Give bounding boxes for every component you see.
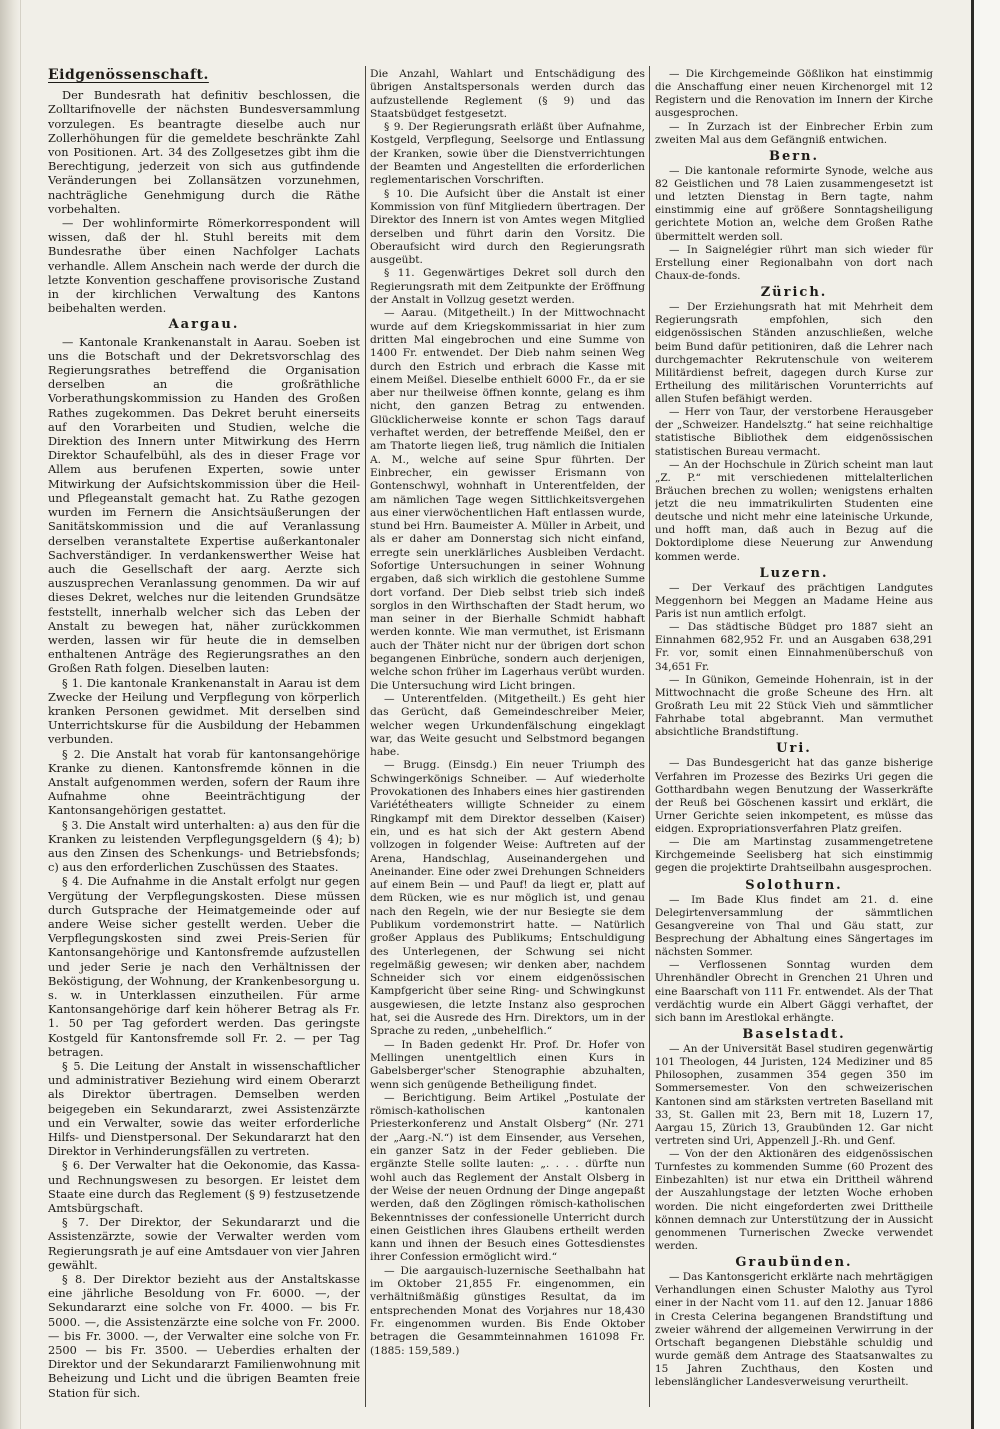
article-paragraph: § 8. Der Direktor bezieht aus der Anstaltskasse eine jährliche Besoldung von Fr. 6000. —, der Sekundararzt eine solche von Fr. 4000. — bis Fr. 5000. —, die Assistenzärzte eine solche von Fr. 2000. — bis Fr. 3000. —, der Verwalter eine solche von Fr. 2500 — bis Fr. 3500. — Ueberdies erhalten der Direktor und der Sekundararzt Familienwohnung mit Beheizung und Licht und die übrigen Beamten freie Station für sich. (48, 1272, 360, 1400)
section-title: Aargau. (168, 317, 240, 333)
section-title: Luzern. (759, 565, 829, 581)
article-paragraph: — Berichtigung. Beim Artikel „Postulate der römisch-katholischen kantonalen Priesterkonferenz und Anstalt Olsberg“ (Nr. 271 der „Aarg.-N.“) ist dem Einsender, aus Versehen, ein ganzer Satz in der Feder geblieben. Die ergänzte Stelle sollte lauten: „. . . . dürfte nun wohl auch das Reglement der Anstalt Olsberg in der Weise der neuen Ordnung der Dinge angepaßt werden, daß den Zöglingen römisch-katholischen Bekenntnisses der confessionelle Unterricht durch einen Geistlichen ihres Glaubens ertheilt werden kann und ihnen der Besuch eines Gottesdienstes ihrer Confession ermöglicht wird.“ (370, 1091, 645, 1264)
article-paragraph: § 10. Die Aufsicht über die Anstalt ist einer Kommission von fünf Mitgliedern übertragen. Der Direktor des Innern ist von Amtes wegen Mitglied derselben und führt darin den Vorsitz. Die Oberaufsicht wird durch den Regierungsrath ausgeübt. (370, 187, 645, 267)
column-rule (649, 66, 650, 1407)
article-paragraph: — In Zurzach ist der Einbrecher Erbin zum zweiten Mal aus dem Gefängniß entwichen. (655, 120, 933, 146)
article-paragraph: — Die Kirchgemeinde Gößlikon hat einstimmig die Anschaffung einer neuen Kirchenorgel mit 12 Registern und die Renovation im Innern der Kirche ausgesprochen. (655, 68, 933, 120)
article-paragraph: — Die am Martinstag zusammengetretene Kirchgemeinde Seelisberg hat sich einstimmig gegen die projektirte Drahtseilbahn ausgesprochen. (655, 836, 933, 875)
column-right (655, 68, 933, 1409)
section-title: Zürich. (760, 285, 828, 300)
article-paragraph: — Der Erziehungsrath hat mit Mehrheit dem Regierungsrath empfohlen, sich den eidgenössischen Ständen anzuschließen, welche beim Bund dafür petitioniren, daß die Lehrer nach durchgemachter Rekrutenschule von weiterem Militärdienst befreit, dagegen durch Kurse zur Ertheilung des militärischen Vorunterrichts auf allen Stufen befähigt werden. (655, 301, 933, 405)
article-paragraph: — Das Kantonsgericht erklärte nach mehrtägigen Verhandlungen einen Schuster Malothy aus Tyrol einer in der Nacht vom 11. auf den 12. Januar 1886 in Cresta Celerina begangenen Brandstiftung und zweier während der allgemeinen Verwirrung in der Ortschaft begangenen Diebstähle schuldig und wurde gemäß dem Antrage des Staatsanwaltes zu 15 Jahren Zuchthaus, den Kosten und lebenslänglicher Landesverweisung verurtheilt. (655, 1271, 933, 1389)
article-paragraph: — Das Bundesgericht hat das ganze bisherige Verfahren im Prozesse des Bezirks Uri gegen die Gotthardbahn wegen Benutzung der Wasserkräfte der Reuß bei Göschenen kassirt und erklärt, die Urner Gerichte seien inkompetent, es müsse das eidgen. Expropriationsverfahren Platz greifen. (655, 757, 933, 835)
section-title: Bern. (768, 148, 820, 164)
section-header: Eidgenössenschaft. (48, 68, 209, 83)
article-paragraph: — An der Universität Basel studiren gegenwärtig 101 Theologen, 44 Juristen, 124 Mediziner und 85 Philosophen, zusammen 354 gegen 350 im Sommersemester. Von den schweizerischen Kantonen sind am stärksten vertreten Baselland mit 33, St. Gallen mit 23, Bern mit 18, Luzern 17, Aargau 15, Zürich 13, Graubünden 12. Gar nicht vertreten sind Uri, Appenzell J.-Rh. und Genf. (655, 1043, 933, 1147)
article-paragraph: — Die aargauisch-luzernische Seethalbahn hat im Oktober 21,855 Fr. eingenommen, ein verhältnißmäßig günstiges Resultat, da im entsprechenden Monat des Vorjahres nur 18,430 Fr. eingenommen wurden. Bis Ende Oktober betragen die Gesammteinnahmen 161098 Fr. (1885: 159,589.) (370, 1264, 645, 1357)
column-middle (370, 68, 645, 1409)
page-binding (0, 0, 21, 1429)
article-paragraph: § 7. Der Direktor, der Sekundararzt und die Assistenzärzte, sowie der Verwalter werden vom Regierungsrath je auf eine Amtsdauer von vier Jahren gewählt. (48, 1215, 360, 1272)
article-paragraph: § 3. Die Anstalt wird unterhalten: a) aus den für die Kranken zu leistenden Verpflegungsgeldern (§ 4); b) aus den Zinsen des Schenkungs- und Betriebsfonds; c) aus den erforderlichen Zuschüssen des Staates. (48, 817, 360, 875)
article-paragraph: — Herr von Taur, der verstorbene Herausgeber der „Schweizer. Handelsztg.“ hat seine reichhaltige statistische Bibliothek dem eidgenössischen statistischen Bureau vermacht. (655, 406, 933, 458)
article-paragraph: — Von der den Aktionären des eidgenössischen Turnfestes zu kommenden Summe (60 Prozent des Einbezahlten) ist nur etwa ein Drittheil während der Auszahlungstage der letzten Woche erhoben worden. Die nicht eingeforderten zwei Drittheile können demnach zur Unterstützung der in Aussicht genommenen Turnerischen Zwecke verwendet werden. (655, 1148, 933, 1252)
article-paragraph: — Die kantonale reformirte Synode, welche aus 82 Geistlichen und 78 Laien zusammengesetzt ist und letzten Dienstag in Bern tagte, nahm einstimmig eine auf größere Sonntagsheiligung gerichtete Motion an, welche dem Großen Rathe übermittelt werden soll. (655, 164, 933, 243)
adjacent-page-edge (971, 0, 1000, 1429)
article-paragraph: — Unterentfelden. (Mitgetheilt.) Es geht hier das Gerücht, daß Gemeindeschreiber Meier, welcher wegen Urkundenfälschung eingeklagt war, das Weite gesucht und Selbstmord begangen habe. (370, 692, 645, 759)
article-paragraph: § 1. Die kantonale Krankenanstalt in Aarau ist dem Zwecke der Heilung und Verpflegung von körperlich kranken Personen gewidmet. Mit derselben sind Unterrichtskurse für die Ausbildung der Hebammen verbunden. (48, 675, 360, 747)
article-paragraph: — In Günikon, Gemeinde Hohenrain, ist in der Mittwochnacht die große Scheune des Hrn. alt Großrath Leu mit 22 Stück Vieh und sämmtlicher Fahrhabe total abgebrannt. Man vermuthet absichtliche Brandstiftung. (655, 673, 933, 739)
article-paragraph: § 6. Der Verwalter hat die Oekonomie, das Kassa- und Rechnungswesen zu besorgen. Er leistet dem Staate eine durch das Reglement (§ 9) festzusetzende Amtsbürgschaft. (48, 1158, 360, 1216)
column-rule (365, 66, 366, 1407)
section-title: Graubünden. (735, 1255, 853, 1270)
section-title: Solothurn. (745, 877, 843, 893)
article-paragraph: — Aarau. (Mitgetheilt.) In der Mittwochnacht wurde auf dem Kriegskommissariat in hier zum dritten Mal eingebrochen und eine Summe von 1400 Fr. entwendet. Der Dieb nahm seinen Weg durch den Estrich und erbrach die Kasse mit einem Meißel. Dieselbe enthielt 6000 Fr., da er sie aber nur theilweise öffnen konnte, gelang es ihm nicht, den ganzen Betrag zu entwenden. Glücklicherweise konnte er schon Tags darauf verhaftet werden, der betreffende Meißel, den er am Thatorte liegen ließ, trug nämlich die Initialen A. M., welche auf seine Spur führten. Der Einbrecher, ein gewisser Erismann von Gontenschwyl, wohnhaft in Unterentfelden, der am nämlichen Tage wegen Sittlichkeitsvergehen aus einer vierwöchentlichen Haft entlassen wurde, stund bei Hrn. Baumeister A. Müller in Arbeit, und als er daher am Donnerstag sich nicht einfand, erregte sein unerklärliches Ausbleiben Verdacht. Sofortige Untersuchungen in seiner Wohnung ergaben, daß sich wirklich die gestohlene Summe dort vorfand. Der Dieb selbst trieb sich indeß sorglos in den Wirthschaften der Stadt herum, wo man seiner in der Bierhalle Schmidt habhaft werden konnte. Wie man vermuthet, ist Erismann auch der Thäter nicht nur der übrigen dort schon begangenen Einbrüche, sondern auch derjenigen, welche schon früher im Lagerhaus verübt wurden. Die Untersuchung wird Licht bringen. (370, 307, 645, 692)
article-paragraph: — In Baden gedenkt Hr. Prof. Dr. Hofer von Mellingen unentgeltlich einen Kurs in Gabelsberger'scher Stenographie abzuhalten, wenn sich genügende Betheiligung findet. (370, 1038, 645, 1091)
section-title: Baselstadt. (742, 1026, 846, 1042)
article-paragraph: — In Saignelégier rührt man sich wieder für Erstellung einer Regionalbahn von dort nach Chaux-de-fonds. (655, 243, 933, 282)
article-paragraph: — Brugg. (Einsdg.) Ein neuer Triumph des Schwingerkönigs Schneiber. — Auf wiederholte Provokationen des Inhabers eines hier gastirenden Variététheaters willigte Schneider zu einem Ringkampf mit dem Direktor desselben (Kaiser) ein, und es hat sich der Akt gestern Abend vollzogen in folgender Weise: Auftreten auf der Arena, Handschlag, Auseinandergehen und Aneinander. Eine oder zwei Drehungen Schneiders auf einem Bein — und Pauf! da liegt er, platt auf dem Rücken, wie es nur möglich ist, und genau nach den Regeln, wie der nur Besiegte sie dem Publikum vordemonstrirt hatte. — Natürlich großer Applaus des Publikums; Entschuldigung des Unterlegenen, der Schwung sei nicht regelmäßig gewesen; wir denken aber, nachdem Schneider sich vor einem eidgenössischen Kampfgericht über seine Ring- und Schwingkunst ausgewiesen, die letzte Instanz also gesprochen hat, sei die Ausrede des Hrn. Direktors, um in der Sprache zu reden, „unbehelflich.“ (370, 759, 645, 1038)
article-paragraph: — Im Bade Klus findet am 21. d. eine Delegirtenversammlung der sämmtlichen Gesangvereine von Thal und Gäu statt, zur Besprechung der Abhaltung eines Sängertages im nächsten Sommer. (655, 893, 933, 959)
article-paragraph: § 2. Die Anstalt hat vorab für kantonsangehörige Kranke zu dienen. Kantonsfremde können in die Anstalt aufgenommen werden, sofern der Raum ihre Aufnahme ohne Beeinträchtigung der Kantonsangehörigen gestattet. (48, 746, 360, 818)
article-paragraph: § 11. Gegenwärtiges Dekret soll durch den Regierungsrath mit dem Zeitpunkte der Eröffnung der Anstalt in Vollzug gesetzt werden. (370, 267, 645, 307)
article-paragraph: — Der wohlinformirte Römerkorrespondent will wissen, daß der hl. Stuhl bereits mit dem Bundesrathe über einen Nachfolger Lachats verhandle. Allem Anschein nach werde der durch die letzte Konvention geschaffene provisorische Zustand in der kirchlichen Verwaltung des Kantons beibehalten werden. (48, 216, 360, 316)
article-paragraph: § 5. Die Leitung der Anstalt in wissenschaftlicher und administrativer Beziehung wird einem Oberarzt als Direktor übertragen. Demselben werden beigegeben ein Sekundararzt, zwei Assistenzärzte und ein Verwalter, sowie das weiter erforderliche Hilfs- und Dienstpersonal. Der Sekundararzt hat den Direktor in Verhinderungsfällen zu vertreten. (48, 1059, 360, 1159)
article-paragraph: Der Bundesrath hat definitiv beschlossen, die Zolltarifnovelle der nächsten Bundesversammlung vorzulegen. Es beantragte dieselbe auch nur Zollerhöhungen für die gemeldete beschränkte Zahl von Positionen. Art. 34 des Zollgesetzes gibt ihm die Berechtigung, jederzeit von sich aus gutfindende Veränderungen bei Zollansätzen vorzunehmen, nachträgliche Genehmigung durch die Räthe vorbehalten. (48, 88, 360, 216)
article-paragraph: — An der Hochschule in Zürich scheint man laut „Z. P.“ mit verschiedenen mittelalterlichen Bräuchen brechen zu wollen; wenigstens erhalten jetzt die neu immatrikulirten Studenten eine deutsche und nicht mehr eine lateinische Urkunde, und hofft man, daß auch in Bezug auf die Doktordiplome diese Neuerung zur Anwendung kommen werde. (655, 458, 933, 563)
column-left (48, 68, 360, 1409)
article-paragraph: — Der Verkauf des prächtigen Landgutes Meggenhorn bei Meggen an Madame Heine aus Paris ist nun amtlich erfolgt. (655, 581, 933, 620)
article-paragraph: — Verflossenen Sonntag wurden dem Uhrenhändler Obrecht in Grenchen 21 Uhren und eine Baarschaft von 111 Fr. entwendet. Als der That verdächtig wurde ein Albert Gäggi verhaftet, der sich bann im Arestlokal erhängte. (655, 959, 933, 1024)
article-paragraph: § 9. Der Regierungsrath erläßt über Aufnahme, Kostgeld, Verpflegung, Seelsorge und Entlassung der Kranken, sowie über die Dienstverrichtungen der Beamten und Angestellten die erforderlichen reglementarischen Vorschriften. (370, 121, 645, 187)
section-title: Uri. (776, 741, 812, 757)
article-paragraph: § 4. Die Aufnahme in die Anstalt erfolgt nur gegen Vergütung der Verpflegungskosten. Diese müssen durch Gutsprache der Heimatgemeinde oder auf andere Weise sicher gestellt werden. Ueber die Verpflegungskosten sind zwei Preis-Serien für Kantonsangehörige und Kantonsfremde aufzustellen und jeder Serie je nach den Verhältnissen der Beköstigung, der Wohnung, der Krankenbesorgung u. s. w. in Unterklassen einzutheilen. Für arme Kantonsangehörige darf kein höherer Betrag als Fr. 1. 50 per Tag gefordert werden. Das geringste Kostgeld für Kantonsfremde soll Fr. 2. — per Tag betragen. (48, 874, 360, 1059)
article-paragraph: — Das städtische Büdget pro 1887 sieht an Einnahmen 682,952 Fr. und an Ausgaben 638,291 Fr. vor, somit einen Einnahmenüberschuß von 34,651 Fr. (655, 621, 933, 673)
article-paragraph: — Kantonale Krankenanstalt in Aarau. Soeben ist uns die Botschaft und der Dekretsvorschlag des Regierungsrathes betreffend die Organisation derselben an die großräthliche Vorberathungskommission zu Handen des Großen Rathes zugekommen. Das Dekret beruht einerseits auf den Vorarbeiten und Studien, welche die Direktion des Innern unter Mitwirkung des Herrn Direktor Schaufelbühl, als des in dieser Frage vor Allem aus berufenen Experten, sowie unter Mitwirkung der Aufsichtskommission über die Heil- und Pflegeanstalt gemacht hat. Zu Rathe gezogen wurden im Fernern die Ansichtsäußerungen der Sanitätskommission und die auf Veranlassung derselben veranstaltete Expertise außerkantonaler Sachverständiger. In verdankenswerther Weise hat auch die Gesellschaft der aarg. Aerzte sich auszusprechen Veranlassung genommen. Da wir auf dieses Dekret, welches nur die leitenden Grundsätze feststellt, innerhalb welcher sich das Leben der Anstalt zu bewegen hat, näher zurückkommen werden, lassen wir für heute die in demselben enthaltenen Anträge des Regierungsrathes an den Großen Rath folgen. Dieselben lauten: (48, 334, 360, 676)
article-paragraph: Die Anzahl, Wahlart und Entschädigung des übrigen Anstaltspersonals werden durch das aufzustellende Reglement (§ 9) und das Staatsbüdget festgesetzt. (370, 68, 645, 120)
